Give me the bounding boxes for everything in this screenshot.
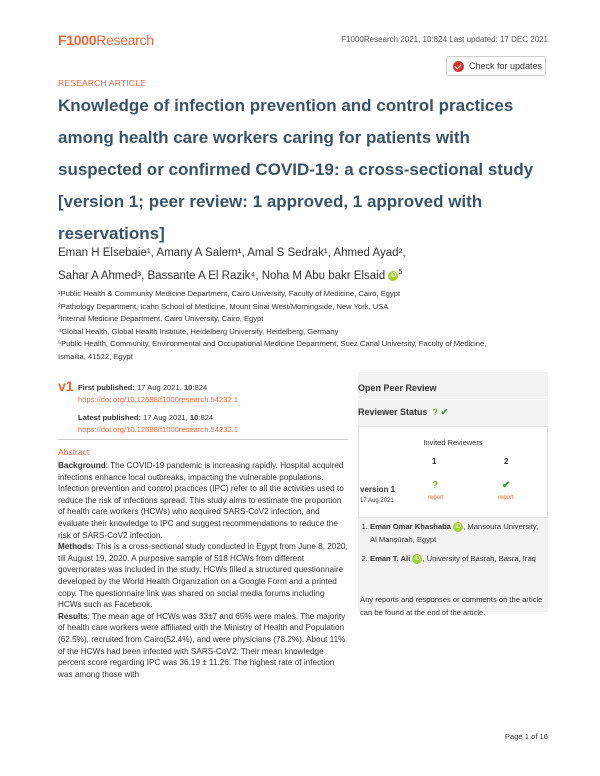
approved-check-icon: ✔	[502, 480, 511, 491]
page-number: Page 1 of 16	[504, 732, 548, 741]
publication-info: First published: 17 Aug 2021, 10:824 https://doi.org/10.12688/f1000research.54232.1 Latest published: 17 Aug 2021, 10:824 https://doi.org/10.12688/f1000research.54232.1	[78, 383, 239, 434]
panel-divider	[358, 399, 548, 400]
reviewer-col-1: 1	[432, 457, 437, 466]
affiliations: ¹Public Health & Community Medicine Department, Cairo University, Faculty of Medicine, Cairo, Egypt ²Pathology Department, Icahn School of Medicine, Mount Sinai West/Morningside, New York, USA ³Internal Medicine Department, Cairo University, Cairo, Egypt ⁴Global Health, Global Health Institute, Heidelberg University, Heidelberg, Germany ⁵Public Health, Community, Environmental and Occupational Medicine Department, Suez Canal University, Faculty of Medicine, Ismailia, 41522, Egypt	[58, 289, 487, 361]
version-date: 17 Aug 2021	[360, 498, 394, 504]
question-icon: ?	[432, 407, 439, 417]
invited-reviewers-label: Invited Reviewers	[423, 438, 483, 447]
version-badge: v1	[58, 378, 74, 394]
orcid-icon[interactable]: iD	[388, 271, 398, 281]
reviewer-col-2: 2	[504, 457, 509, 466]
f1000-logo: F1000Research	[58, 32, 154, 48]
author-list: Eman H Elsebaie¹, Amany A Salem¹, Amal S Sedrak¹, Ahmed Ayad², Sahar A Ahmed³, Bassante A El Razik⁴, Noha M Abu bakr Elsaid iD $^5$	[58, 247, 406, 282]
version-label: version 1	[360, 485, 396, 494]
reviewer-item: 2. Eman T. Ali iD , University of Basrah, Basra, Iraq	[370, 553, 544, 566]
question-mark-icon: ?	[432, 480, 439, 491]
article-title: Knowledge of infection prevention and control practices among health care workers caring for patients with suspected or confirmed COVID-19: a cross-sectional study [version 1; peer review: 1 approved, 1 approved with reservations]	[58, 96, 534, 243]
divider	[58, 439, 348, 440]
reports-note: Any reports and responses or comments on the article can be found at the end of the article.	[360, 595, 543, 617]
report-link-2[interactable]: report	[498, 495, 514, 501]
abstract-body: Background: The COVID-19 pandemic is increasing rapidly. Hospital acquired infections enhance local outbreaks, impacting the vulnerable populations. Infection prevention and control practices (IPC) refer to all the activities used to reduce the risk of infections spread. This study aims to estimate the proportion of health care workers (HCWs) who acquired SARS-CoV2 infection, and evaluate their knowledge to IPC and suggest recommendations to reduce the risk of SARS-CoV2 infection. Methods: This is a cross-sectional study conducted in Egypt from June 8, 2020, till August 19, 2020. A purposive sample of 518 HCWs from different governorates was included in the study. HCWs filled a structured questionnaire developed by the World Health Organization on a Google Form and a printed copy. The questionnaire link was shared on social media forums including HCWs such as Facebook. Results: The mean age of HCWs was 33±7 and 65% were males. The majority of health care workers were affiliated with the Ministry of Health and Population (62.5%), recruited from Cairo(52.4%), and were physicians (78.2%). About 11% of the HCWs had been infected with SARS-CoV2. Their mean knowledge percent score regarding IPC was 36.19 ± 11.26. The highest rate of infection was among those with	[58, 461, 348, 679]
open-peer-review-heading: Open Peer Review	[358, 383, 437, 393]
abstract-heading: Abstract	[58, 447, 90, 457]
checkmark-icon	[453, 61, 464, 72]
reviewer-item: 1. Eman Omar Khashaba iD , Mansoura University, Al Manşūrah, Egypt	[370, 521, 544, 546]
orcid-icon[interactable]: iD	[412, 554, 422, 564]
check-for-updates-button[interactable]	[446, 56, 546, 76]
citation-header: F1000Research 2021, 10:824 Last updated: 17 DEC 2021	[341, 35, 548, 44]
latest-doi-link[interactable]: https://doi.org/10.12688/f1000research.54232.1	[78, 425, 239, 434]
article-type: RESEARCH ARTICLE	[58, 78, 147, 88]
first-doi-link[interactable]: https://doi.org/10.12688/f1000research.54232.1	[78, 395, 239, 404]
reviewer-list	[360, 521, 544, 573]
check-for-updates-label: Check for updates	[469, 61, 543, 71]
orcid-icon[interactable]: iD	[453, 522, 463, 532]
check-icon: ✔	[440, 407, 449, 417]
report-link-1[interactable]: report	[428, 495, 444, 501]
reviewer-status: Reviewer Status ? ✔	[358, 407, 449, 417]
